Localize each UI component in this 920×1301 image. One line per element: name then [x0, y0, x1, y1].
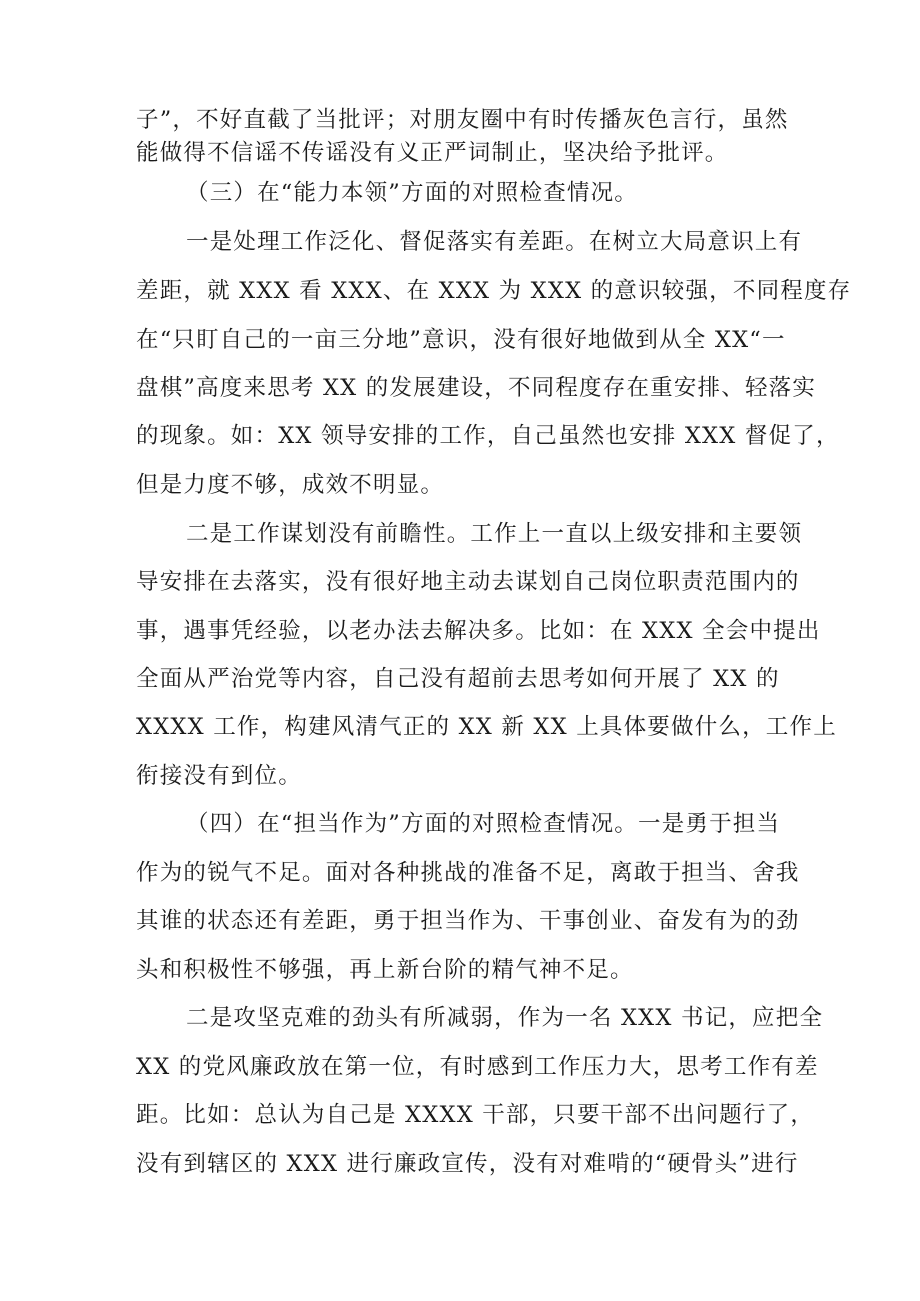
text-line-7: 盘棋”高度来思考 XX 的发展建设，不同程度存在重安排、轻落实 [136, 375, 817, 401]
text-line-11: 导安排在去落实，没有很好地主动去谋划自己岗位职责范围内的 [136, 569, 800, 595]
text-line-19: 头和积极性不够强，再上新台阶的精气神不足。 [136, 957, 634, 983]
section-heading-3: （三）在“能力本领”方面的对照检查情况。 [186, 180, 639, 206]
text-line-10: 二是工作谋划没有前瞻性。工作上一直以上级安排和主要领 [186, 521, 803, 547]
text-line-15: 衔接没有到位。 [136, 763, 302, 789]
text-line-8: 的现象。如：XX 领导安排的工作，自己虽然也安排 XXX 督促了， [136, 423, 840, 449]
text-line-5: 差距，就 XXX 看 XXX、在 XXX 为 XXX 的意识较强，不同程度存 [136, 278, 852, 304]
text-line-14: XXXX 工作，构建风清气正的 XX 新 XX 上具体要做什么，工作上 [136, 714, 837, 740]
text-line-21: XX 的党风廉政放在第一位，有时感到工作压力大，思考工作有差 [136, 1054, 819, 1080]
text-line-1: 子”，不好直截了当批评；对朋友圈中有时传播灰色言行，虽然 [136, 107, 789, 133]
text-line-18: 其谁的状态还有差距，勇于担当作为、干事创业、奋发有为的劲 [136, 908, 800, 934]
text-line-23: 没有到辖区的 XXX 进行廉政宣传，没有对难啃的“硬骨头”进行 [136, 1151, 799, 1177]
text-line-9: 但是力度不够，成效不明显。 [136, 472, 445, 498]
text-line-20: 二是攻坚克难的劲头有所减弱，作为一名 XXX 书记，应把全 [186, 1005, 824, 1031]
text-line-2: 能做得不信谣不传谣没有义正严词制止，坚决给予批评。 [136, 140, 729, 166]
text-line-6: 在“只盯自己的一亩三分地”意识，没有很好地做到从全 XX“一 [136, 327, 786, 353]
text-line-22: 距。比如：总认为自己是 XXXX 干部，只要干部不出问题行了， [136, 1102, 815, 1128]
text-line-4: 一是处理工作泛化、督促落实有差距。在树立大局意识上有 [186, 229, 803, 255]
text-line-13: 全面从严治党等内容，自己没有超前去思考如何开展了 XX 的 [136, 666, 780, 692]
text-line-12: 事，遇事凭经验，以老办法去解决多。比如：在 XXX 全会中提出 [136, 618, 821, 644]
section-heading-16: （四）在“担当作为”方面的对照检查情况。一是勇于担当 [186, 811, 781, 837]
text-line-17: 作为的锐气不足。面对各种挑战的准备不足，离敢于担当、舍我 [136, 860, 800, 886]
